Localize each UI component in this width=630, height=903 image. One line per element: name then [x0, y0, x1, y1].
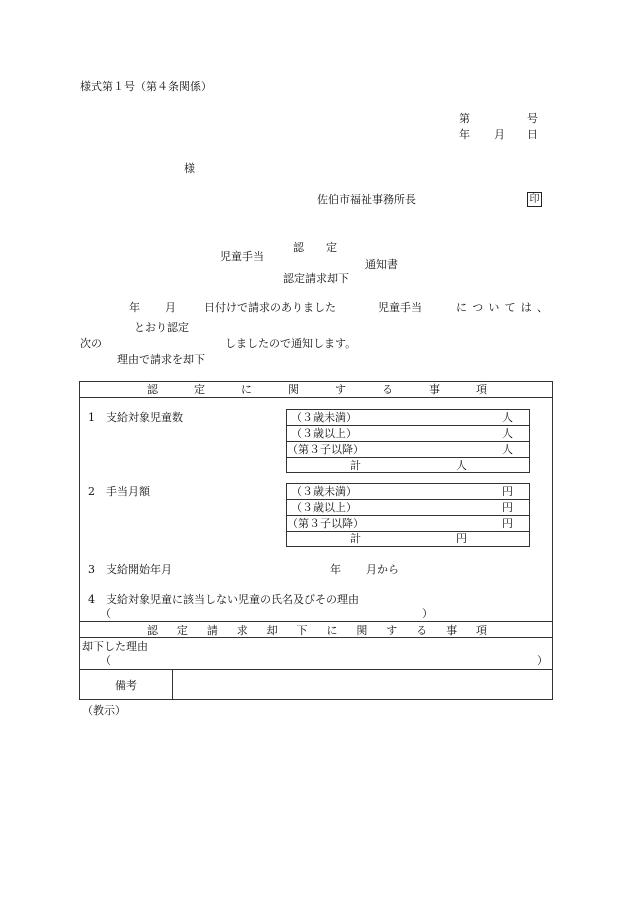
header-char: 事 — [446, 624, 458, 637]
item3-tsuki: 月から — [366, 563, 399, 576]
tail-char: は — [520, 301, 532, 314]
item4-close-paren: ） — [422, 607, 433, 620]
date-nen: 年 — [459, 128, 470, 141]
item2-total-label: 計 — [350, 532, 361, 545]
tail-char: て — [504, 301, 516, 314]
header-char: 認 — [147, 624, 158, 637]
tail-char: い — [488, 301, 500, 314]
remarks-label: 備考 — [115, 679, 137, 692]
header-char: 下 — [296, 624, 308, 637]
date-hi: 日 — [527, 128, 538, 141]
item1-label: 1 支給対象児童数 — [88, 411, 183, 424]
body-nen: 年 — [129, 301, 140, 314]
doc-number-go: 号 — [527, 112, 538, 125]
reject-close-paren: ） — [537, 654, 548, 667]
item2-row-unit: 円 — [502, 501, 513, 514]
subject-kyakka: 認定請求却下 — [283, 272, 349, 285]
header-char: 請 — [206, 624, 218, 637]
header-char: 項 — [475, 624, 487, 637]
body-line2: とおり認定 — [134, 321, 189, 334]
body-line3-tail: しましたので通知します。 — [225, 337, 357, 350]
item2-label: 2 手当月額 — [88, 485, 150, 498]
subject-teate: 児童手当 — [220, 250, 264, 263]
item2-row-label: （３歳以上） — [291, 501, 357, 514]
item1-row-label: （３歳未満） — [291, 411, 357, 424]
subject-nintei: 認 定 — [293, 241, 337, 254]
item4-open-paren: （ — [100, 607, 111, 620]
seal-mark: 印 — [527, 192, 542, 207]
body-line1-tail — [456, 302, 548, 313]
item1-total-label: 計 — [350, 459, 361, 472]
tail-char: 、 — [536, 301, 548, 314]
table-header-nintei — [147, 384, 487, 395]
header-char: 求 — [236, 624, 248, 637]
item4-label: 4 支給対象児童に該当しない児童の氏名及びその理由 — [88, 593, 359, 606]
subtable-divider — [286, 531, 530, 532]
subtable-divider — [286, 499, 530, 500]
reject-open-paren: （ — [100, 654, 111, 667]
item1-row-unit: 人 — [502, 411, 513, 424]
body-line1-teate: 児童手当 — [378, 301, 422, 314]
item1-row-unit: 人 — [502, 427, 513, 440]
item2-total-unit: 円 — [456, 532, 467, 545]
item1-total-unit: 人 — [456, 459, 467, 472]
body-line3-head: 次の — [80, 337, 102, 350]
issuer-name: 佐伯市福祉事務所長 — [317, 193, 416, 206]
item3-nen: 年 — [330, 563, 341, 576]
item2-row-unit: 円 — [502, 517, 513, 530]
item2-row-unit: 円 — [502, 485, 513, 498]
header-char: に — [326, 624, 338, 637]
header-char: 項 — [476, 383, 487, 396]
header-char: る — [382, 383, 393, 396]
subtable-divider — [286, 425, 530, 426]
form-title: 様式第１号（第４条関係） — [80, 80, 212, 93]
subject-tsuchisho: 通知書 — [365, 258, 398, 271]
header-char: 定 — [194, 383, 205, 396]
item2-row-label: （３歳未満） — [291, 485, 357, 498]
header-char: す — [386, 624, 398, 637]
header-char: 却 — [266, 624, 278, 637]
tail-char: つ — [472, 301, 484, 314]
table-divider — [79, 621, 553, 622]
instruction-label: （教示） — [82, 704, 126, 717]
item1-row-label: （３歳以上） — [291, 427, 357, 440]
table-header-kyakka — [147, 625, 487, 636]
doc-number-dai: 第 — [459, 112, 470, 125]
tail-char: に — [456, 301, 467, 314]
header-char: 関 — [288, 383, 299, 396]
subtable-divider — [286, 441, 530, 442]
header-char: 関 — [356, 624, 368, 637]
header-char: 事 — [429, 383, 440, 396]
recipient-honorific: 様 — [184, 162, 195, 175]
header-char: す — [335, 383, 346, 396]
body-tsuki: 月 — [165, 301, 176, 314]
subtable-divider — [286, 457, 530, 458]
subtable-divider — [286, 515, 530, 516]
reject-reason-label: 却下した理由 — [82, 640, 148, 653]
header-char: 定 — [176, 624, 188, 637]
table-divider — [79, 637, 553, 638]
header-char: 認 — [147, 383, 158, 396]
item1-row-unit: 人 — [502, 443, 513, 456]
table-divider — [79, 669, 553, 670]
table-divider — [79, 397, 553, 398]
header-char: る — [416, 624, 428, 637]
item3-label: 3 支給開始年月 — [88, 563, 172, 576]
body-line4: 理由で請求を却下 — [117, 353, 205, 366]
item1-row-label: （第３子以降） — [287, 443, 364, 456]
item2-row-label: （第３子以降） — [287, 517, 364, 530]
header-char: に — [241, 383, 252, 396]
table-divider-vertical — [172, 669, 173, 700]
body-line1-mid: 日付けで請求のありました — [204, 301, 336, 314]
date-tsuki: 月 — [494, 128, 505, 141]
